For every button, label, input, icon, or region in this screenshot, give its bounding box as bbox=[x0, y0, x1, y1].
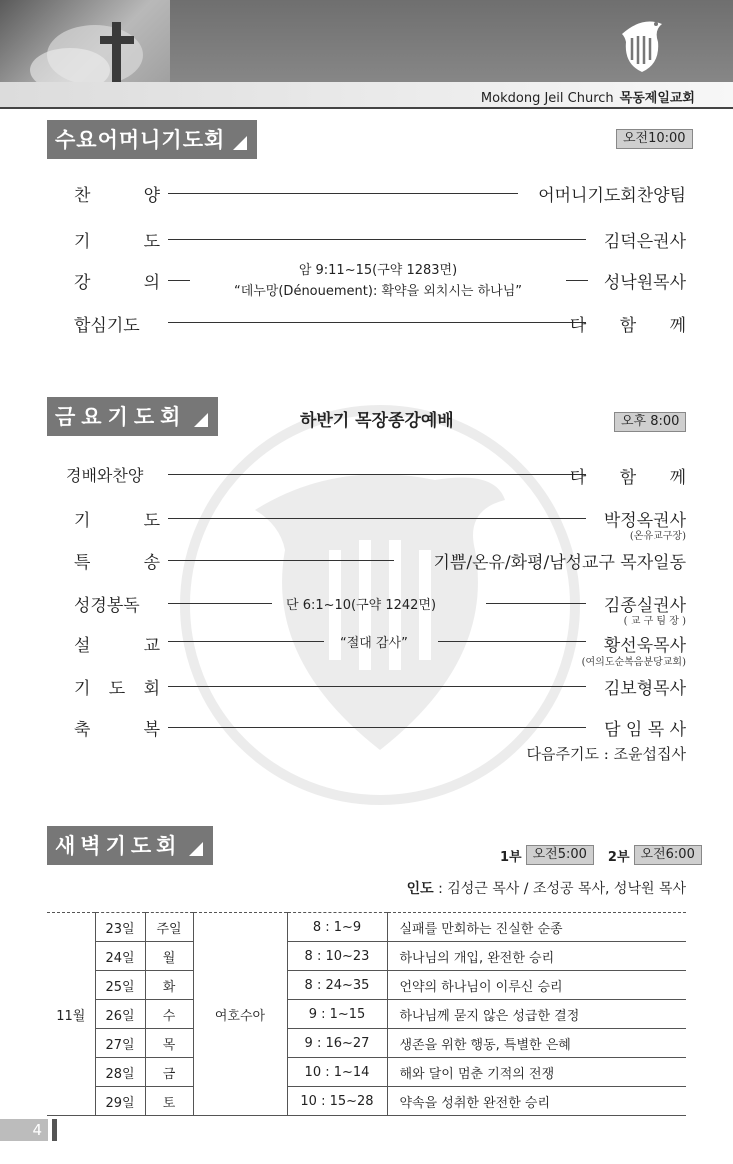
passage-cell: 9 : 16~27 bbox=[287, 1029, 387, 1058]
passage-cell: 9 : 1~15 bbox=[287, 1000, 387, 1029]
row-value: 다 함 께 bbox=[569, 468, 700, 488]
row-label: 설 교 bbox=[74, 636, 160, 656]
fri-subtitle: 하반기 목장종강예배 bbox=[300, 411, 454, 431]
row-value: 담 임 목 사 bbox=[604, 720, 686, 740]
day-cell: 월 bbox=[145, 942, 193, 971]
session1-label: 1부 bbox=[500, 849, 522, 865]
row-value: 황선욱목사 bbox=[603, 636, 686, 656]
leader-line bbox=[566, 280, 588, 281]
session1-time: 오전5:00 bbox=[526, 845, 594, 865]
leader-line bbox=[168, 603, 272, 604]
leader-line bbox=[486, 603, 586, 604]
day-cell: 토 bbox=[145, 1087, 193, 1116]
page-number-bar bbox=[52, 1119, 57, 1141]
leader-line bbox=[168, 560, 394, 561]
dawn-leaders bbox=[407, 878, 686, 898]
leader-line bbox=[168, 641, 324, 642]
wed-title-text: 수요어머니기도회 bbox=[55, 128, 226, 152]
session2-time: 오전6:00 bbox=[634, 845, 702, 865]
day-cell: 화 bbox=[145, 971, 193, 1000]
leader-line bbox=[168, 518, 586, 519]
lecture-scripture: 암 9:11~15(구약 1283면) bbox=[298, 263, 458, 278]
day-cell: 수 bbox=[145, 1000, 193, 1029]
book-cell: 여호수아 bbox=[193, 913, 287, 1116]
date-cell: 28일 bbox=[95, 1058, 145, 1087]
fri-time-badge: 오후 8:00 bbox=[614, 412, 686, 432]
row-value: 박정옥권사 bbox=[603, 511, 686, 531]
leader-line bbox=[168, 322, 586, 323]
session2-label: 2부 bbox=[607, 849, 630, 865]
table-row bbox=[47, 1087, 686, 1116]
row-value: 김종실권사 bbox=[603, 596, 686, 616]
row-label: 축 복 bbox=[74, 720, 160, 740]
table-row bbox=[47, 971, 686, 1000]
title-cell: 생존을 위한 행동, 특별한 은혜 bbox=[387, 1029, 686, 1058]
row-label: 성경봉독 bbox=[74, 596, 140, 616]
fri-section-title bbox=[47, 397, 218, 436]
row-value: 김덕은권사 bbox=[603, 232, 686, 252]
table-row bbox=[47, 913, 686, 942]
church-logo-icon bbox=[612, 12, 672, 76]
table-row bbox=[47, 1058, 686, 1087]
dawn-schedule-table bbox=[47, 912, 686, 1116]
row-label: 찬 양 bbox=[74, 186, 160, 206]
title-cell: 하나님의 개입, 완전한 승리 bbox=[387, 942, 686, 971]
row-value: 김보형목사 bbox=[603, 679, 686, 699]
lecture-topic: “데누망(Dénouement): 확약을 외치시는 하나님” bbox=[233, 284, 523, 299]
row-label: 합심기도 bbox=[74, 316, 140, 336]
fri-title-text: 금요기도회 bbox=[55, 405, 187, 429]
header-divider bbox=[0, 107, 733, 109]
row-value: 성낙원목사 bbox=[603, 273, 686, 293]
dawn-title-text: 새벽기도회 bbox=[55, 834, 182, 858]
leader-line bbox=[168, 280, 190, 281]
title-cell: 언약의 하나님이 이루신 승리 bbox=[387, 971, 686, 1000]
title-cell: 해와 달이 멈춘 기적의 전쟁 bbox=[387, 1058, 686, 1087]
row-label: 경배와찬양 bbox=[66, 466, 144, 485]
sermon-title: “절대 감사” bbox=[340, 636, 408, 651]
table-row bbox=[47, 1000, 686, 1029]
corner-triangle-icon bbox=[194, 413, 208, 427]
day-cell: 금 bbox=[145, 1058, 193, 1087]
row-value: 어머니기도회찬양팀 bbox=[538, 186, 686, 206]
page-number: 4 bbox=[0, 1119, 48, 1141]
date-cell: 23일 bbox=[95, 913, 145, 942]
leaders-label: 인도 bbox=[406, 881, 434, 897]
date-cell: 24일 bbox=[95, 942, 145, 971]
passage-cell: 10 : 1~14 bbox=[287, 1058, 387, 1087]
row-subnote: (여의도순복음분당교회) bbox=[581, 657, 686, 668]
date-cell: 29일 bbox=[95, 1087, 145, 1116]
corner-triangle-icon bbox=[189, 842, 203, 856]
row-subnote: (온유교구장) bbox=[629, 531, 686, 542]
leader-line bbox=[168, 727, 586, 728]
dawn-times bbox=[500, 845, 702, 865]
title-cell: 약속을 성취한 완전한 승리 bbox=[387, 1087, 686, 1116]
leader-line bbox=[168, 474, 586, 475]
church-name bbox=[481, 87, 695, 106]
date-cell: 25일 bbox=[95, 971, 145, 1000]
wed-time-badge: 오전10:00 bbox=[616, 129, 693, 149]
leader-line bbox=[438, 641, 586, 642]
passage-cell: 8 : 1~9 bbox=[287, 913, 387, 942]
scripture-reference: 단 6:1~10(구약 1242면) bbox=[286, 598, 437, 613]
church-name-en: Mokdong Jeil Church bbox=[480, 91, 614, 106]
row-label: 특 송 bbox=[74, 553, 160, 573]
passage-cell: 8 : 24~35 bbox=[287, 971, 387, 1000]
passage-cell: 8 : 10~23 bbox=[287, 942, 387, 971]
title-cell: 하나님께 묻지 않은 성급한 결정 bbox=[387, 1000, 686, 1029]
dawn-section-title bbox=[47, 826, 213, 865]
table-row bbox=[47, 942, 686, 971]
leaders-names: : 김성근 목사 / 조성공 목사, 성낙원 목사 bbox=[438, 881, 686, 897]
row-value: 다 함 께 bbox=[569, 316, 700, 336]
leader-line bbox=[168, 193, 518, 194]
day-cell: 주일 bbox=[145, 913, 193, 942]
corner-triangle-icon bbox=[233, 136, 247, 150]
date-cell: 26일 bbox=[95, 1000, 145, 1029]
passage-cell: 10 : 15~28 bbox=[287, 1087, 387, 1116]
leader-line bbox=[168, 686, 586, 687]
row-subnote: ( 교 구 팀 장 ) bbox=[623, 616, 686, 627]
row-label: 기 도 회 bbox=[74, 679, 160, 699]
leader-line bbox=[168, 239, 586, 240]
wed-section-title bbox=[47, 120, 257, 159]
row-label: 기 도 bbox=[74, 511, 160, 531]
next-prayer-note: 다음주기도 : 조윤섭집사 bbox=[526, 745, 686, 763]
month-cell: 11월 bbox=[47, 913, 95, 1116]
table-row bbox=[47, 1029, 686, 1058]
row-label: 기 도 bbox=[74, 232, 160, 252]
title-cell: 실패를 만회하는 진실한 순종 bbox=[387, 913, 686, 942]
day-cell: 목 bbox=[145, 1029, 193, 1058]
date-cell: 27일 bbox=[95, 1029, 145, 1058]
row-value: 기쁨/온유/화평/남성교구 목자일동 bbox=[433, 553, 686, 573]
row-label: 강 의 bbox=[74, 273, 160, 293]
church-name-ko: 목동제일교회 bbox=[619, 91, 695, 106]
